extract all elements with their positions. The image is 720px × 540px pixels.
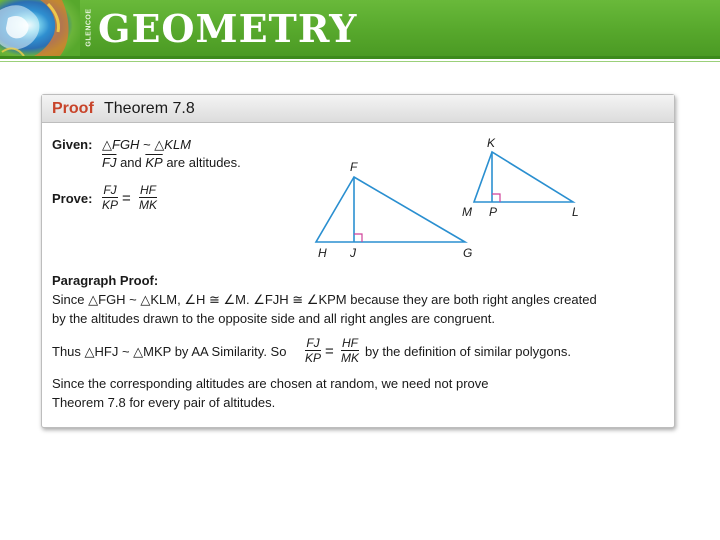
header-bar bbox=[0, 0, 720, 56]
publisher-brand bbox=[82, 8, 93, 47]
fraction-numerator: HF bbox=[342, 336, 358, 350]
page-title: GEOMETRY bbox=[98, 6, 358, 51]
given-rest-text: are altitudes. bbox=[162, 155, 241, 170]
fraction-denominator: KP bbox=[305, 351, 322, 365]
segment-kp: $\overline{KP}$ bbox=[145, 155, 163, 170]
paragraph-fraction-right bbox=[341, 336, 359, 365]
label-p: P bbox=[489, 205, 498, 219]
prove-label: Prove: bbox=[52, 191, 93, 206]
fraction-numerator: HF bbox=[140, 183, 156, 197]
conjunction: and bbox=[116, 155, 146, 170]
fraction-denominator: KP bbox=[102, 198, 119, 212]
label-g: G bbox=[463, 246, 473, 260]
paragraph-line: by the definition of similar polygons. bbox=[365, 344, 571, 359]
triangle-symbol: △ bbox=[154, 137, 165, 152]
label-l: L bbox=[572, 205, 579, 219]
triangle-klm-shape bbox=[474, 152, 573, 202]
right-angle-mark-p bbox=[492, 194, 500, 202]
label-j: J bbox=[350, 246, 356, 260]
label-h: H bbox=[318, 246, 327, 260]
equals-sign: = bbox=[325, 343, 334, 360]
paragraph-line: Thus △HFJ ~ △MKP by AA Similarity. So bbox=[52, 344, 287, 359]
label-m: M bbox=[462, 205, 472, 219]
given-label: Given: bbox=[52, 137, 93, 152]
fractal-logo-icon bbox=[0, 0, 80, 56]
fraction-denominator: MK bbox=[139, 198, 157, 212]
segment-fj: $\overline{FJ}$ bbox=[102, 155, 117, 170]
paragraph-line: by the altitudes drawn to the opposite side and all right angles are congruent. bbox=[52, 311, 496, 326]
triangle-fgh-shape bbox=[316, 177, 465, 242]
paragraph-line: Since △FGH ~ △KLM, ∠H ≅ ∠M. ∠FJH ≅ ∠KPM because they are both right angles created bbox=[52, 292, 597, 307]
proof-label: Proof bbox=[52, 100, 94, 117]
label-f: F bbox=[350, 160, 358, 174]
theorem-label: Theorem 7.8 bbox=[104, 100, 195, 117]
fraction-denominator: MK bbox=[341, 351, 359, 365]
triangle-fgh: FGH bbox=[112, 137, 140, 152]
right-angle-mark-j bbox=[354, 234, 362, 242]
header-divider bbox=[0, 56, 720, 59]
fraction-numerator: FJ bbox=[306, 336, 320, 350]
equals-sign: = bbox=[122, 190, 131, 207]
similar-symbol: ~ bbox=[139, 137, 155, 152]
fraction-numerator: FJ bbox=[103, 183, 117, 197]
paragraph-line: Since the corresponding altitudes are chosen at random, we need not prove bbox=[52, 376, 489, 391]
brand-text: GLENCOE bbox=[85, 8, 93, 47]
header-divider-light bbox=[0, 61, 720, 62]
triangle-klm: KLM bbox=[164, 137, 192, 152]
paragraph-fraction-left bbox=[305, 336, 321, 365]
paragraph-proof-heading: Paragraph Proof: bbox=[52, 273, 159, 288]
paragraph-line: Theorem 7.8 for every pair of altitudes. bbox=[52, 395, 276, 410]
label-k: K bbox=[487, 136, 496, 150]
triangle-symbol: △ bbox=[102, 137, 112, 152]
proof-card bbox=[41, 94, 675, 428]
